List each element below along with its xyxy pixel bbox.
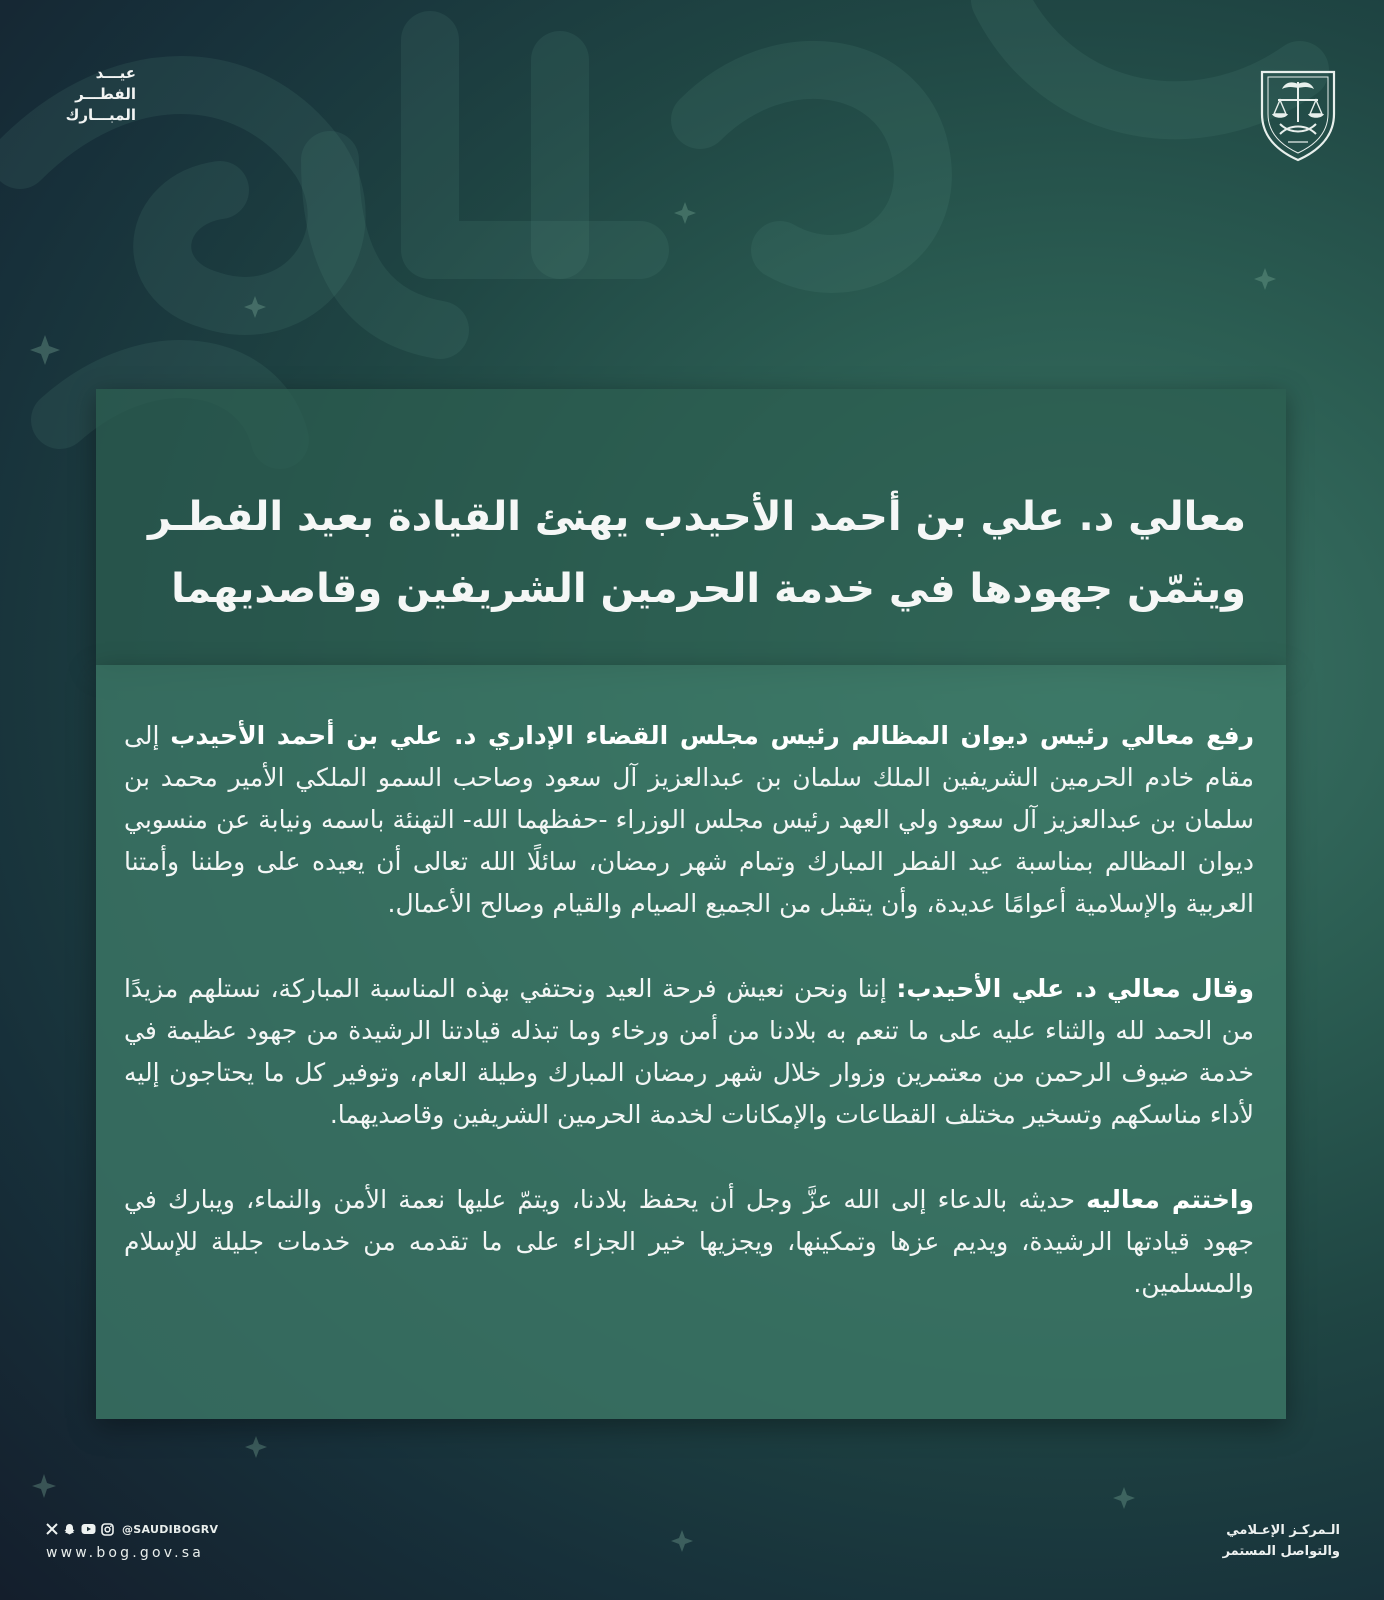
paragraph-lead: رفع معالي رئيس ديوان المظالم رئيس مجلس القضاء الإداري د. علي بن أحمد الأحيدب [170, 721, 1255, 750]
youtube-icon[interactable] [81, 1523, 96, 1535]
instagram-icon[interactable] [101, 1523, 114, 1536]
media-center-line-1: الـمركـز الإعـلامي [1226, 1523, 1340, 1538]
article-paragraph-3 [124, 1179, 1254, 1305]
eid-logo-line: الفطـــر [75, 85, 136, 103]
paragraph-text: حديثه بالدعاء إلى الله عزَّ وجل أن يحفظ بلادنا، ويتمّ عليها نعمة الأمن والنماء، ويبارك في جهود قيادتها الرشيدة، ويديم عزها وتمكينها، ويجزيها خير الجزاء على ما تقدمه من خدمات جليلة للإسلام والمسلمين. [124, 1185, 1254, 1298]
article-body [124, 715, 1254, 1348]
eid-al-fitr-logo [36, 63, 136, 126]
headline [126, 481, 1246, 625]
paragraph-text: إننا ونحن نعيش فرحة العيد ونحتفي بهذه المناسبة المباركة، نستلهم مزيدًا من الحمد لله والثناء عليه على ما تنعم به بلادنا من أمن ورخاء وما تبذله قيادتنا الرشيدة من جهود عظيمة في خدمة ضيوف الرحمن من معتمرين وزوار خلال شهر رمضان المبارك وطيلة العام، وتوفير كل ما يحتاجون إليه لأداء مناسكهم وتسخير مختلف القطاعات والإمكانات لخدمة الحرمين الشريفين وقاصديهما. [124, 974, 1254, 1129]
social-handle[interactable]: @SAUDIBOGRV [122, 1522, 219, 1536]
headline-line-2: ويثمّن جهودها في خدمة الحرمين الشريفين وقاصديهما [171, 566, 1246, 612]
article-paragraph-1 [124, 715, 1254, 925]
headline-line-1: معالي د. علي بن أحمد الأحيدب يهنئ القيادة بعيد الفطـر [148, 494, 1246, 540]
website-link[interactable]: www.bog.gov.sa [46, 1545, 205, 1561]
social-links [46, 1520, 266, 1538]
paragraph-text: إلى مقام خادم الحرمين الشريفين الملك سلمان بن عبدالعزيز آل سعود وصاحب السمو الملكي الأمير محمد بن سلمان بن عبدالعزيز آل سعود ولي العهد رئيس مجلس الوزراء -حفظهما الله- التهنئة باسمه ونيابة عن منسوبي ديوان المظالم بمناسبة عيد الفطر المبارك وتمام شهر رمضان، سائلًا الله تعالى أن يعيده على وطننا وأمتنا العربية والإسلامية أعوامًا عديدة، وأن يتقبل من الجميع الصيام والقيام وصالح الأعمال. [124, 721, 1254, 918]
x-icon[interactable] [46, 1523, 58, 1535]
media-center-line-2: والتواصل المستمر [1222, 1544, 1340, 1559]
saudi-justice-emblem-icon [1256, 62, 1340, 162]
paragraph-lead: واختتم معاليه [1086, 1185, 1254, 1214]
article-panel [96, 665, 1286, 1419]
eid-logo-line: المبـــارك [65, 106, 136, 124]
snapchat-icon[interactable] [63, 1523, 76, 1536]
article-paragraph-2 [124, 968, 1254, 1136]
social-footer [46, 1520, 266, 1561]
eid-logo-line: عيـــد [95, 64, 136, 82]
headline-panel [96, 389, 1286, 665]
paragraph-lead: وقال معالي د. علي الأحيدب: [896, 974, 1254, 1003]
media-center-logo [1180, 1520, 1340, 1562]
